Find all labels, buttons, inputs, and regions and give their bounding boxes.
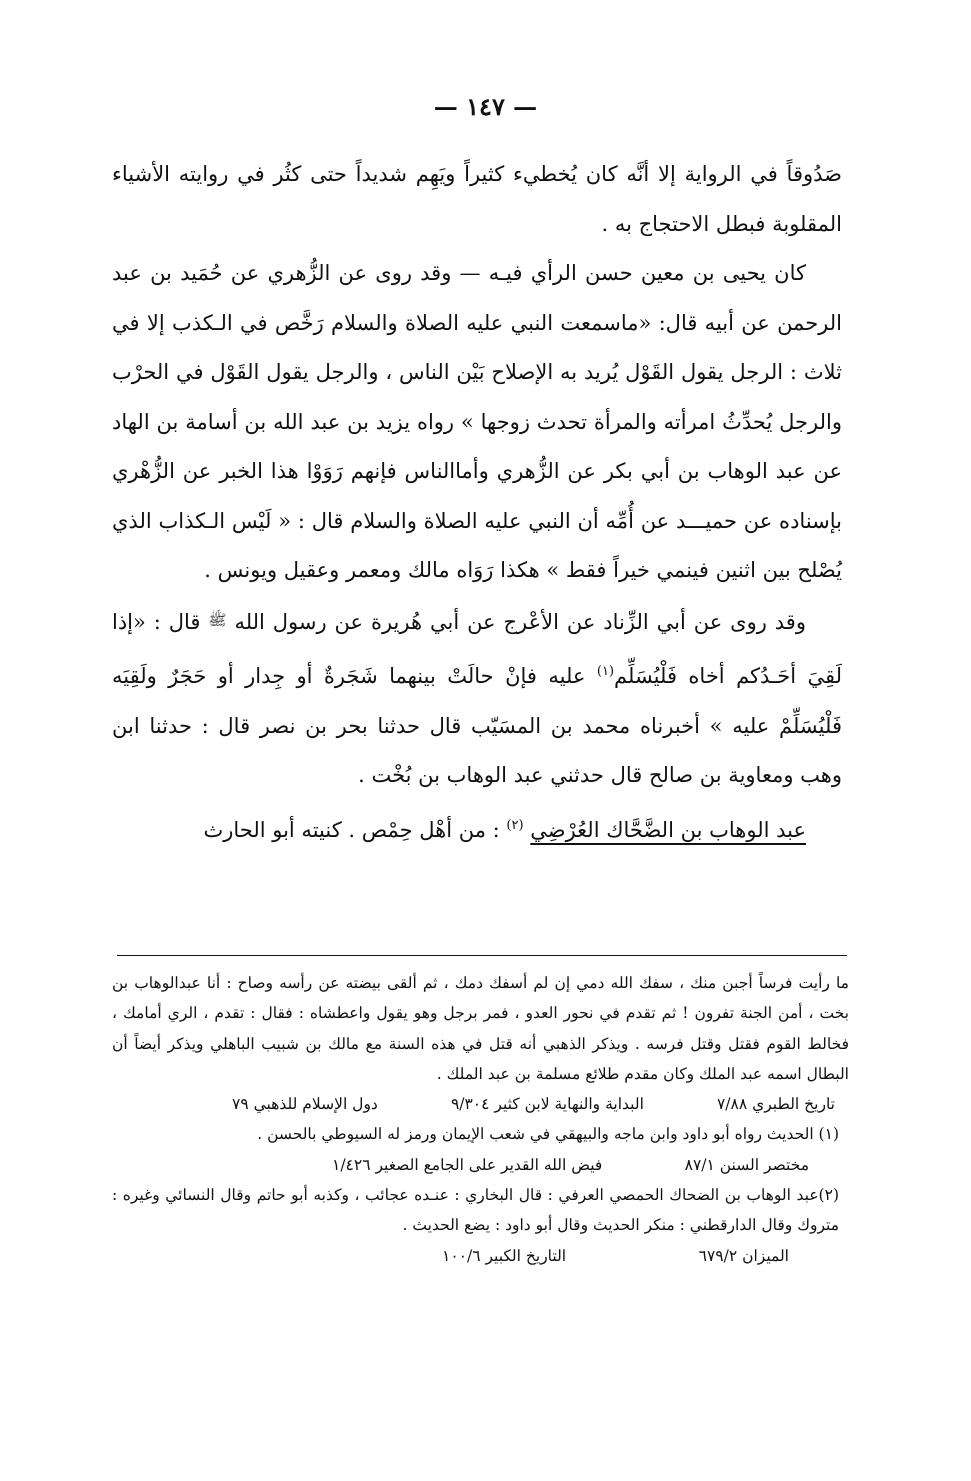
footnote-continuation: ما رأيت فرساً أجبن منك ، سفك الله دمي إن لم أسفك دمك ، ثم ألقى بيضته عن رأسه وصاح : أنا عبدالوهاب بن بخت ، أمن الجنة تفرون ! ثم تقدم في نحور العدو ، فمر برجل وهو يقول واعطشاه : فقال : تقدم ، الري أمامك ، فخالط القوم فقتل وقتل فرسه . ويذكر الذهبي أنه قتل في هذه السنة مع مالك بن شبيب الباهلي ويذكر أيضاً أن البطال اسمه عبد الملك وكان مقدم طلائع مسلمة بن عبد الملك . [112, 974, 849, 1083]
footnote-2: (٢)عبد الوهاب بن الضحاك الحمصي العرفي : قال البخاري : عنـده عجائب ، وكذبه أبو حاتم وقال النسائي وغيره : متروك وقال الدارقطني : منكر الحديث وقال أبو داود : يضع الحديث . [112, 1186, 839, 1235]
paragraph-3 [112, 596, 842, 801]
paragraph-1: صَدُوقاً في الرواية إلا أنَّه كان يُخطيء كثيراً ويَهِم شديداً حتى كثُر في روايته الأشياء المقلوبة فبطل الاحتجاج به . [112, 162, 842, 236]
footnote-divider [117, 955, 847, 956]
entry-name: عبد الوهاب بن الضَّحَّاك العُرْضِي [530, 817, 806, 842]
paragraph-3-part-c: عليه فإنْ حالَتْ بينهما شَجَرةٌ أو جِدار أو حَجَرٌ ولَقِيَه فَلْيُسَلِّمْ عليه » أخبرناه محمد بن المسَيّب قال حدثنا بحر بن نصر قال : حدثنا ابن وهب ومعاوية بن صالح قال حدثني عبد الوهاب بن بُخْت . [112, 664, 842, 787]
paragraph-4-rest: : من أهْل حِمْص . كنيته أبو الحارث [203, 817, 500, 842]
footnote-marker-1: (١) [596, 664, 615, 679]
reference: فيض الله القدير على الجامع الصغير ١/٤٢٦ [332, 1155, 603, 1174]
paragraph-2: كان يحيى بن معين حسن الرأي فيـه — وقد روى عن الزُّهري عن حُمَيد بن عبد الرحمن عن أبيه قال: «ماسمعت النبي عليه الصلاة والسلام رَخَّص في الـكذب إلا في ثلاث : الرجل يقول القَوْل يُريد به الإصلاح بَيْن الناس ، والرجل يقول القَوْل في الحرْب والرجل يُحدِّثُ امرأته والمرأة تحدث زوجها » رواه يزيد بن عبد الله بن أسامة بن الهاد عن عبد الوهاب بن أبي بكر عن الزُّهري وأماالناس فإنهم رَوَوْا هذا الخبر عن الزُّهْري بإسناده عن حميـــد عن أُمِّه أن النبي عليه الصلاة والسلام قال : « لَيْس الـكذاب الذي يُصْلح بين اثنين فينمي خيراً فقط » هكذا رَوَاه مالك ومعمر وعقيل ويونس . [112, 261, 842, 582]
reference: تاريخ الطبري ٧/٨٨ [716, 1095, 835, 1114]
footnote-references-3 [112, 1241, 849, 1271]
reference: الميزان ٦٧٩/٢ [698, 1246, 789, 1265]
footnotes [112, 968, 849, 1271]
footnote-references-1 [112, 1089, 849, 1119]
page-number: — ١٤٧ — [433, 92, 538, 121]
paragraph-3-part-a: وقد روى عن أبي الزِّناد عن الأعْرج عن أبي هُريرة عن رسول الله [234, 609, 806, 634]
paragraph-4 [112, 801, 842, 856]
main-text [112, 150, 842, 855]
reference: التاريخ الكبير ١٠٠/٦ [442, 1246, 567, 1265]
honorific-glyph: ﷺ [208, 610, 227, 629]
footnote-marker-2: (٢) [506, 817, 524, 833]
reference: مختصر السنن ٨٧/١ [684, 1155, 809, 1174]
reference: البداية والنهاية لابن كثير ٩/٣٠٤ [450, 1095, 644, 1114]
paragraph-3-part-b: قال : «إذا لَقِيَ أحَـدُكم أخاه فَلْيُسَلِّم [112, 609, 842, 688]
footnote-1: (١) الحديث رواه أبو داود وابن ماجه والبيهقي في شعب الإيمان ورمز له السيوطي بالحسن . [257, 1125, 839, 1144]
reference: دول الإسلام للذهبي ٧٩ [232, 1095, 378, 1114]
footnote-references-2 [112, 1150, 849, 1180]
